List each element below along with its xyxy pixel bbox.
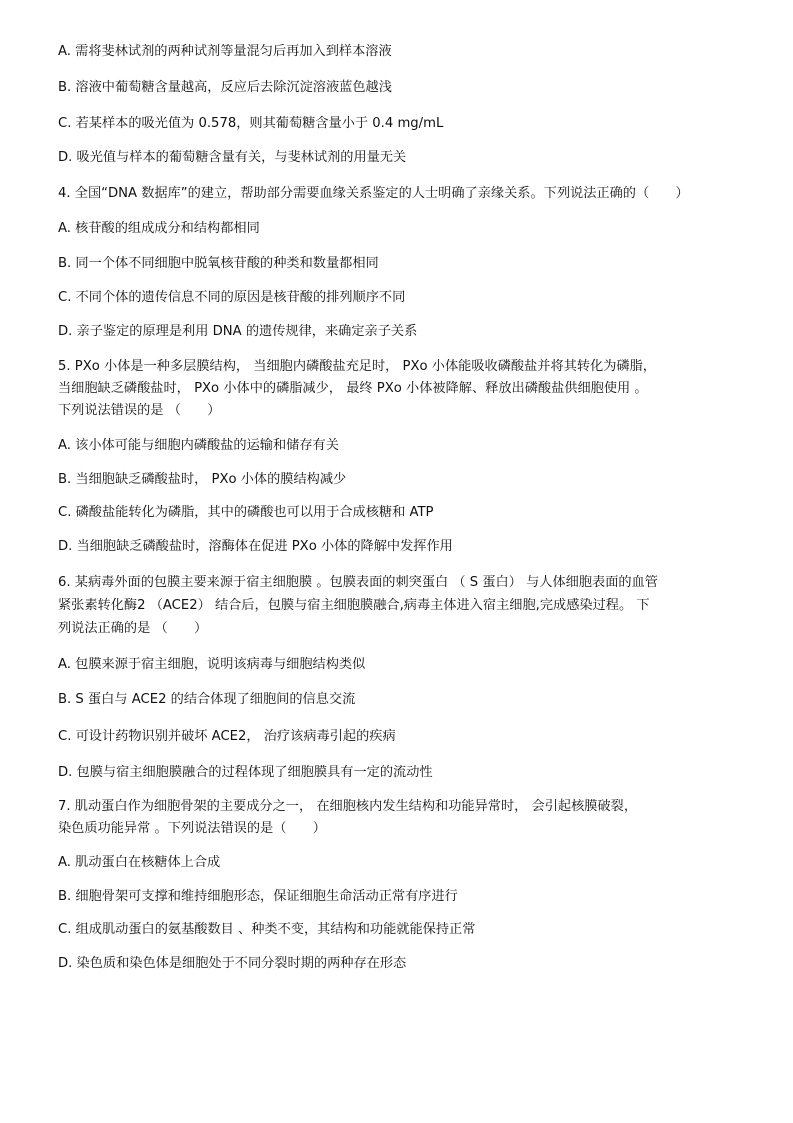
q6-stem-line-1: 6. 某病毒外面的包膜主要来源于宿主细胞膜 。包膜表面的刺突蛋白 （ S 蛋白） 与人体细胞表面的血管 — [58, 575, 658, 590]
q3-option-b: B. 溶液中葡萄糖含量越高，反应后去除沉淀溶液蓝色越浅 — [58, 80, 392, 95]
q4-option-c: C. 不同个体的遗传信息不同的原因是核苷酸的排列顺序不同 — [58, 290, 406, 305]
q3-option-a: A. 需将斐林试剂的两种试剂等量混匀后再加入到样本溶液 — [58, 44, 392, 59]
q3-option-c: C. 若某样本的吸光值为 0.578，则其葡萄糖含量小于 0.4 mg/mL — [58, 116, 444, 131]
q6-option-c: C. 可设计药物识别并破坏 ACE2， 治疗该病毒引起的疾病 — [58, 729, 396, 744]
q7-option-d: D. 染色质和染色体是细胞处于不同分裂时期的两种存在形态 — [58, 956, 407, 971]
q4-option-d: D. 亲子鉴定的原理是利用 DNA 的遗传规律，来确定亲子关系 — [58, 324, 418, 339]
q5-stem-line-2: 当细胞缺乏磷酸盐时， PXo 小体中的磷脂减少， 最终 PXo 小体被降解、释放出磷酸盐供细胞使用 。 — [58, 381, 648, 396]
q6-stem-line-2: 紧张素转化酶2 （ACE2） 结合后，包膜与宿主细胞膜融合,病毒主体进入宿主细胞,完成感染过程。 下 — [58, 598, 650, 613]
q6-option-d: D. 包膜与宿主细胞膜融合的过程体现了细胞膜具有一定的流动性 — [58, 765, 433, 780]
q7-stem-line-2: 染色质功能异常 。下列说法错误的是（ ） — [58, 821, 326, 836]
q7-option-b: B. 细胞骨架可支撑和维持细胞形态，保证细胞生命活动正常有序进行 — [58, 889, 458, 904]
q4-stem: 4. 全国“DNA 数据库”的建立，帮助部分需要血缘关系鉴定的人士明确了亲缘关系。下列说法正确的（ ） — [58, 186, 689, 201]
q7-stem-line-1: 7. 肌动蛋白作为细胞骨架的主要成分之一， 在细胞核内发生结构和功能异常时， 会引起核膜破裂， — [58, 799, 638, 814]
q6-stem-line-3: 列说法正确的是 （ ） — [58, 621, 208, 636]
q3-option-d: D. 吸光值与样本的葡萄糖含量有关，与斐林试剂的用量无关 — [58, 150, 407, 165]
q7-option-a: A. 肌动蛋白在核糖体上合成 — [58, 855, 221, 870]
q5-option-c: C. 磷酸盐能转化为磷脂，其中的磷酸也可以用于合成核糖和 ATP — [58, 505, 434, 520]
q7-option-c: C. 组成肌动蛋白的氨基酸数目 、种类不变，其结构和功能就能保持正常 — [58, 922, 476, 937]
q6-option-b: B. S 蛋白与 ACE2 的结合体现了细胞间的信息交流 — [58, 692, 356, 707]
q5-option-b: B. 当细胞缺乏磷酸盐时， PXo 小体的膜结构减少 — [58, 472, 347, 487]
q5-option-a: A. 该小体可能与细胞内磷酸盐的运输和储存有关 — [58, 438, 339, 453]
q5-stem-line-3: 下列说法错误的是 （ ） — [58, 403, 221, 418]
q5-stem-line-1: 5. PXo 小体是一种多层膜结构， 当细胞内磷酸盐充足时， PXo 小体能吸收磷酸盐并将其转化为磷脂， — [58, 359, 656, 374]
q6-option-a: A. 包膜来源于宿主细胞，说明该病毒与细胞结构类似 — [58, 657, 366, 672]
q4-option-b: B. 同一个体不同细胞中脱氧核苷酸的种类和数量都相同 — [58, 256, 379, 271]
q5-option-d: D. 当细胞缺乏磷酸盐时，溶酶体在促进 PXo 小体的降解中发挥作用 — [58, 539, 453, 554]
q4-option-a: A. 核苷酸的组成成分和结构都相同 — [58, 221, 260, 236]
